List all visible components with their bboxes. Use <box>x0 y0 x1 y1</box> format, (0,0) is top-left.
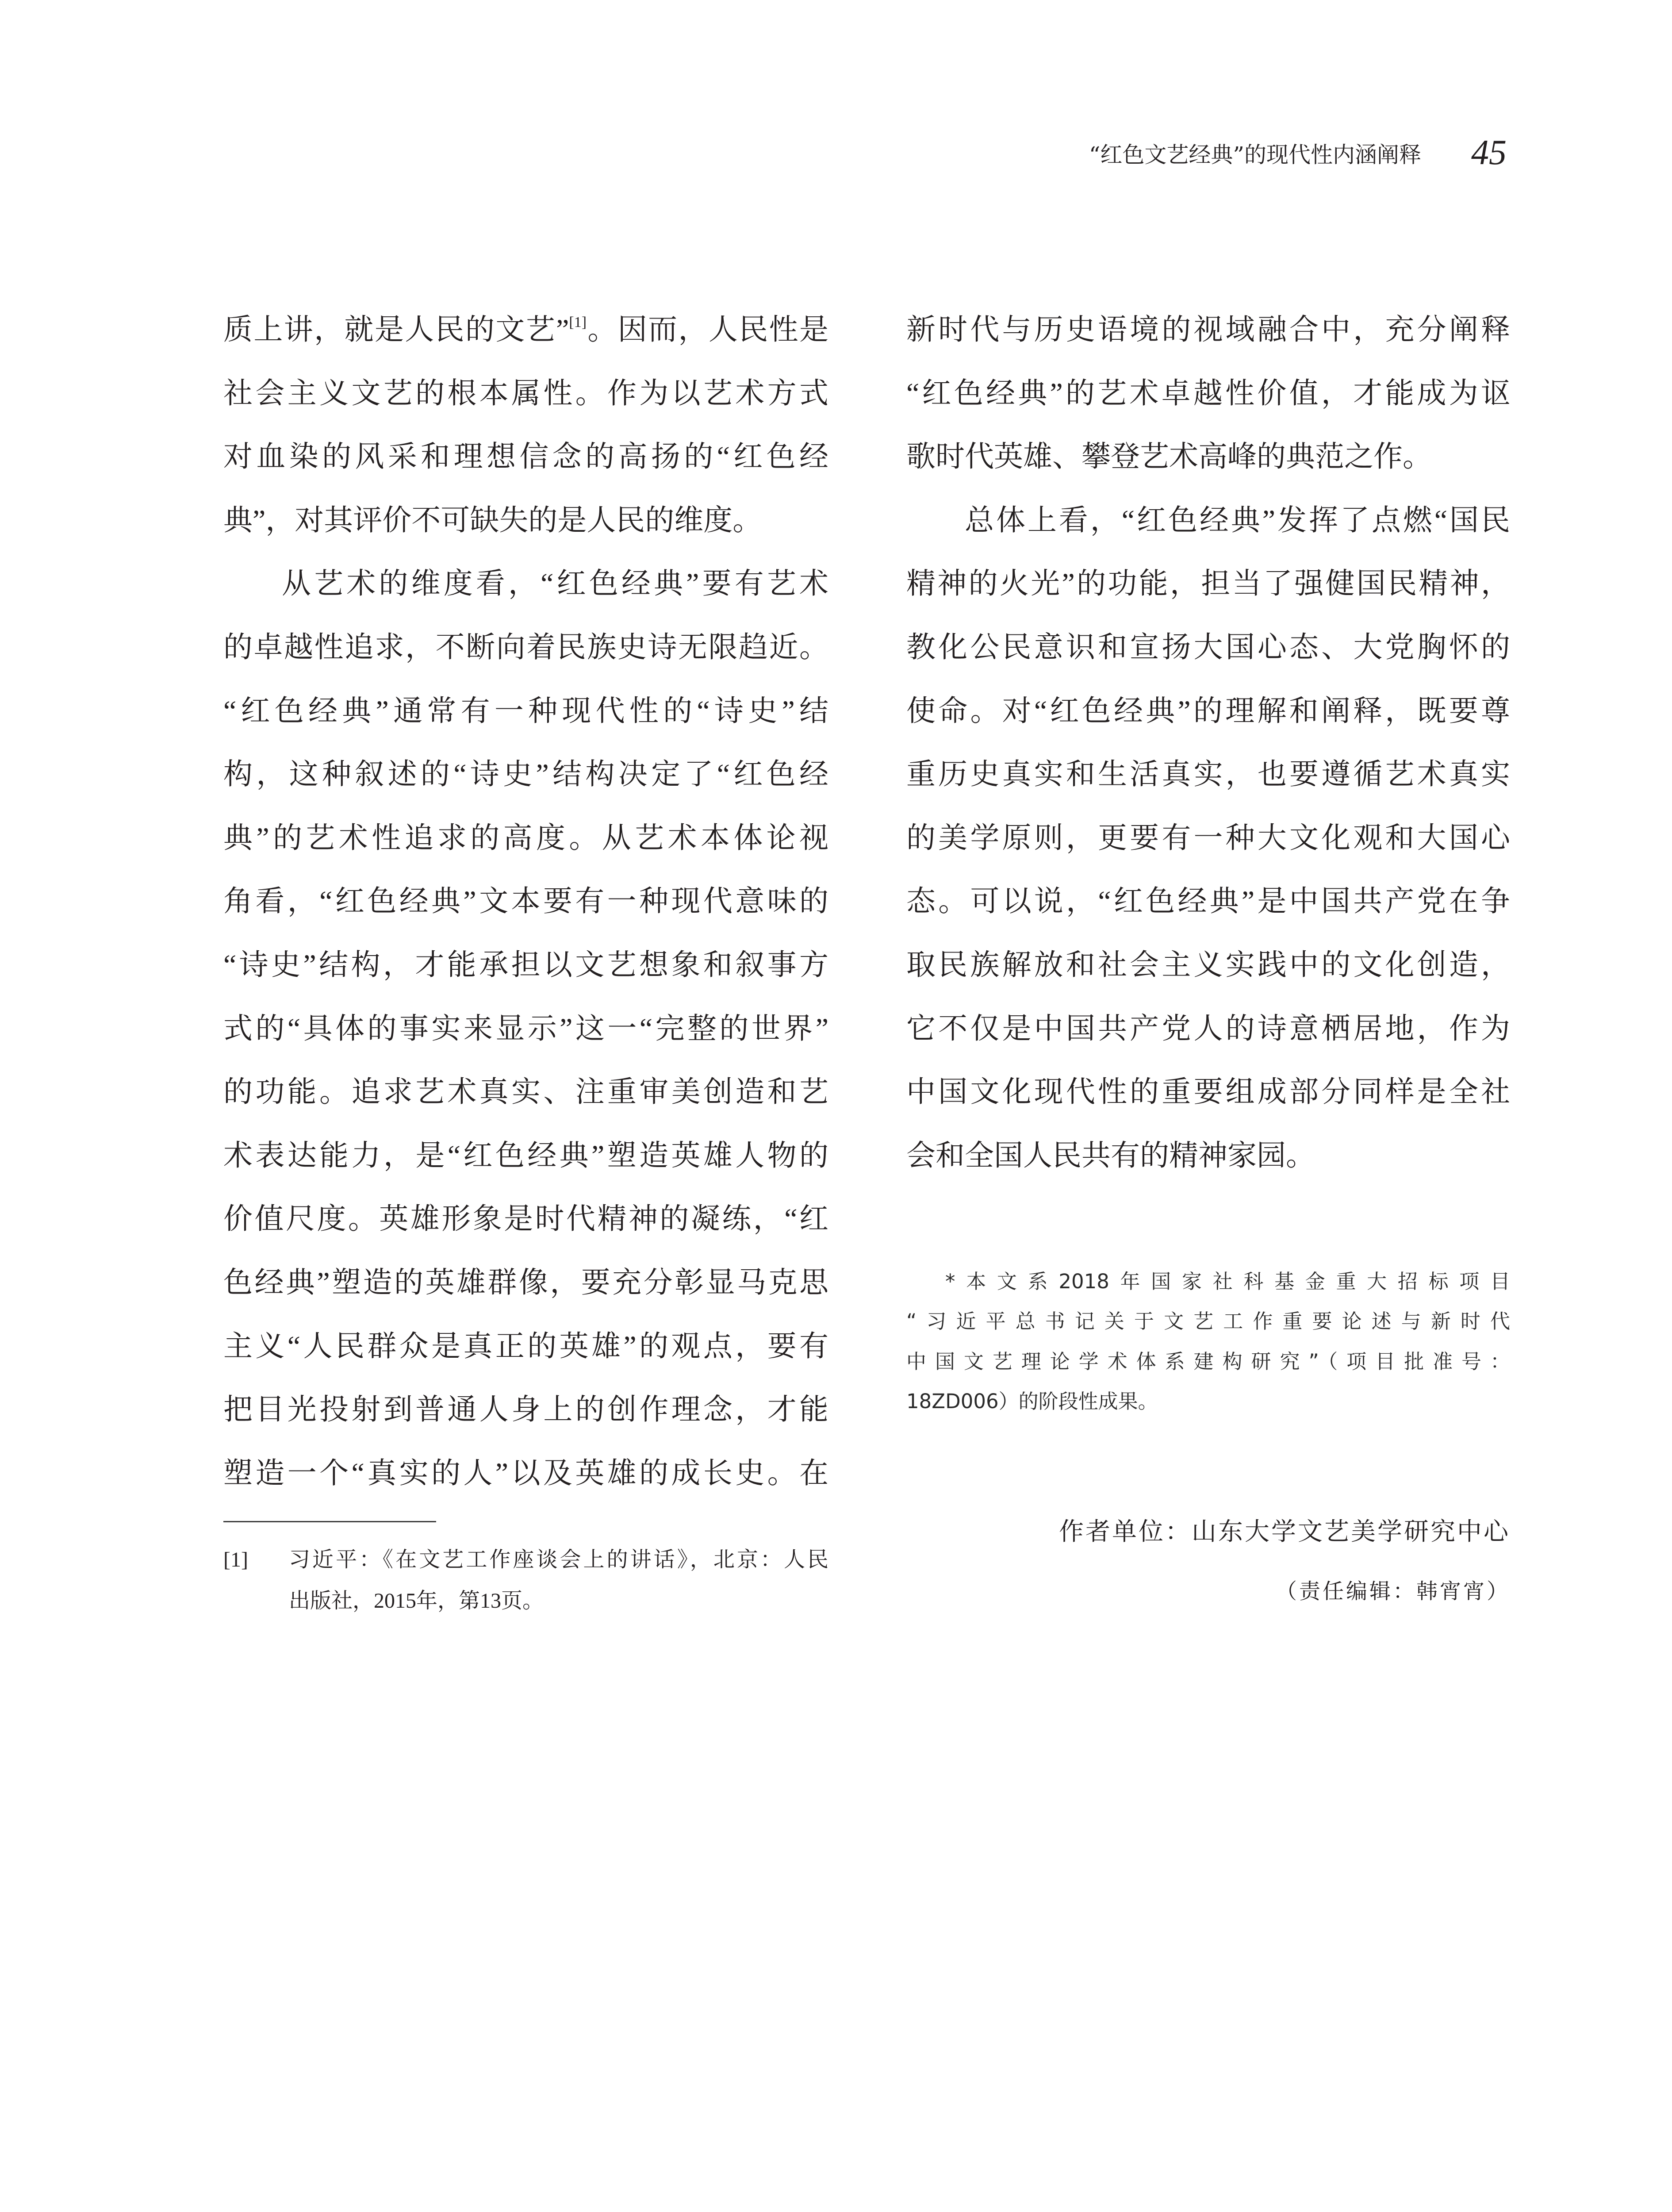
footnote-ref: [1] <box>569 314 587 330</box>
body-line: “红色经典”的艺术卓越性价值，才能成为讴 <box>906 377 1510 410</box>
body-line: 对血染的风采和理想信念的高扬的“红色经 <box>223 441 828 473</box>
left-column <box>223 298 828 1505</box>
fund-note-line: 18ZD006）的阶段性成果。 <box>906 1389 1158 1413</box>
right-column <box>906 298 1510 1187</box>
body-line: 典”，对其评价不可缺失的是人民的维度。 <box>223 504 762 537</box>
line-text: 。因而，人民性是 <box>587 314 828 346</box>
author-affiliation: 作者单位：山东大学文艺美学研究中心 <box>1059 1517 1510 1546</box>
paragraph <box>906 489 1510 1188</box>
fund-note-line: 中国文艺理论学术体系建构研究”（项目批准号： <box>906 1349 1510 1373</box>
body-line: 式的“具体的事实来显示”这一“完整的世界” <box>223 1012 828 1045</box>
body-line: 它不仅是中国共产党人的诗意栖居地，作为 <box>906 1012 1510 1045</box>
body-line: 教化公民意识和宣扬大国心态、大党胸怀的 <box>906 631 1510 664</box>
body-line: 使命。对“红色经典”的理解和阐释，既要尊 <box>906 695 1510 727</box>
body-line: 塑造一个“真实的人”以及英雄的成长史。在 <box>223 1457 828 1490</box>
footnote-separator <box>223 1521 436 1522</box>
body-line: 构，这种叙述的“诗史”结构决定了“红色经 <box>223 758 828 791</box>
fund-note-line: *本文系2018年国家社科基金重大招标项目 <box>945 1270 1510 1293</box>
body-line <box>223 298 828 362</box>
body-line: 总体上看，“红色经典”发挥了点燃“国民 <box>965 504 1510 537</box>
body-line: 中国文化现代性的重要组成部分同样是全社 <box>906 1076 1510 1109</box>
body-line: 的美学原则，更要有一种大文化观和大国心 <box>906 822 1510 854</box>
body-line: 取民族解放和社会主义实践中的文化创造， <box>906 949 1510 981</box>
body-line: “诗史”结构，才能承担以文艺想象和叙事方 <box>223 949 828 981</box>
body-line: 社会主义文艺的根本属性。作为以艺术方式 <box>223 377 828 410</box>
responsible-editor: （责任编辑：韩宵宵） <box>1275 1579 1510 1604</box>
body-line: 从艺术的维度看，“红色经典”要有艺术 <box>282 568 828 600</box>
body-line: 重历史真实和生活真实，也要遵循艺术真实 <box>906 758 1510 791</box>
body-line: 角看，“红色经典”文本要有一种现代意味的 <box>223 885 828 918</box>
paragraph <box>223 552 828 1505</box>
footnote-line: 习近平：《在文艺工作座谈会上的讲话》，北京：人民 <box>289 1548 828 1571</box>
body-line: 歌时代英雄、攀登艺术高峰的典范之作。 <box>906 441 1432 473</box>
body-line: 主义“人民群众是真正的英雄”的观点，要有 <box>223 1330 828 1363</box>
fund-note-line: “习近平总书记关于文艺工作重要论述与新时代 <box>906 1310 1510 1333</box>
body-line: 价值尺度。英雄形象是时代精神的凝练，“红 <box>223 1203 828 1236</box>
footnote-body <box>289 1539 828 1621</box>
body-line: “红色经典”通常有一种现代性的“诗史”结 <box>223 695 828 727</box>
body-line: 典”的艺术性追求的高度。从艺术本体论视 <box>223 822 828 854</box>
body-line: 新时代与历史语境的视域融合中，充分阐释 <box>906 314 1510 346</box>
body-line: 把目光投射到普通人身上的创作理念，才能 <box>223 1394 828 1426</box>
body-line: 色经典”塑造的英雄群像，要充分彰显马克思 <box>223 1266 828 1299</box>
page-number: 45 <box>1471 133 1507 172</box>
body-line: 的功能。追求艺术真实、注重审美创造和艺 <box>223 1076 828 1109</box>
fund-note <box>906 1262 1510 1421</box>
running-title: “红色文艺经典”的现代性内涵阐释 <box>1089 142 1421 168</box>
paragraph <box>223 298 828 552</box>
footnote-line: 出版社，2015年，第13页。 <box>289 1589 544 1613</box>
paragraph <box>906 298 1510 489</box>
body-line: 态。可以说，“红色经典”是中国共产党在争 <box>906 885 1510 918</box>
body-line: 术表达能力，是“红色经典”塑造英雄人物的 <box>223 1139 828 1172</box>
line-text: 质上讲，就是人民的文艺” <box>223 314 569 346</box>
footnote-label: [1] <box>223 1548 248 1571</box>
footnote <box>223 1539 828 1621</box>
body-line: 的卓越性追求，不断向着民族史诗无限趋近。 <box>223 631 828 664</box>
body-line: 会和全国人民共有的精神家园。 <box>906 1139 1315 1172</box>
body-line: 精神的火光”的功能，担当了强健国民精神， <box>906 568 1510 600</box>
